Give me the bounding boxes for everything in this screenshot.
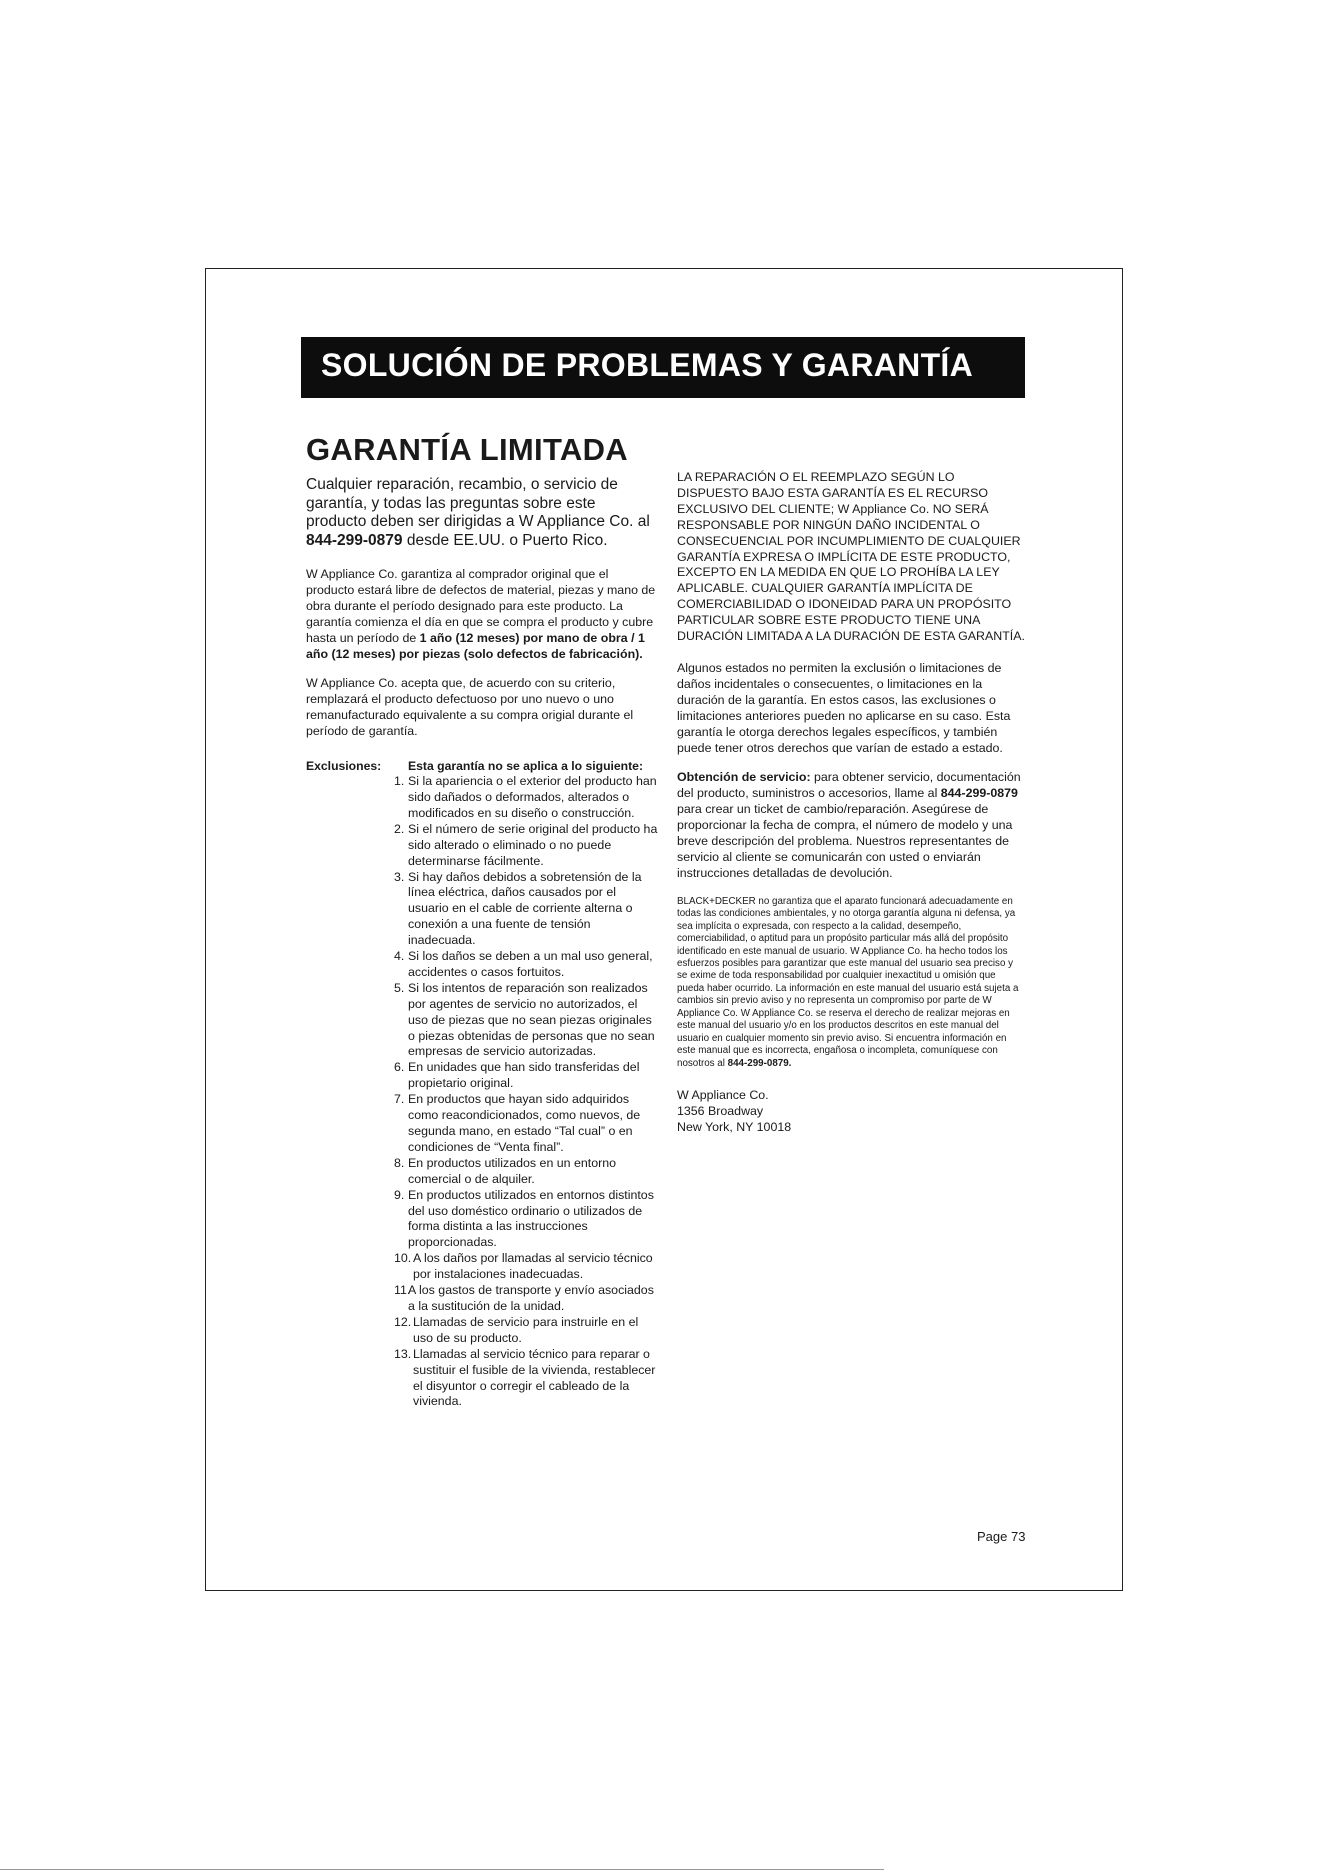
- exclusions-header: [306, 758, 658, 774]
- item-text: En productos que hayan sido adquiridos como reacondicionados, como nuevos, de segunda mano, en estado “Tal cual” o en condiciones de “Venta final”.: [408, 1092, 641, 1154]
- page-number: Page 73: [977, 1529, 1026, 1544]
- item-number: 3.: [394, 869, 405, 884]
- item-number: 11.: [394, 1283, 411, 1298]
- list-item: [394, 1188, 658, 1252]
- item-text: En productos utilizados en un entorno comercial o de alquiler.: [408, 1155, 617, 1186]
- intro-paragraph: [306, 476, 658, 550]
- item-number: 2.: [394, 821, 405, 836]
- item-number: 13.: [394, 1346, 412, 1361]
- address-line: New York, NY 10018: [677, 1119, 792, 1134]
- item-text: Si el número de serie original del producto ha sido alterado o eliminado o no puede determinarse fácilmente.: [408, 821, 658, 868]
- item-text: En unidades que han sido transferidas del propietario original.: [408, 1060, 640, 1091]
- item-number: 7.: [394, 1092, 405, 1107]
- item-text: Si los daños se deben a un mal uso general, accidentes o casos fortuitos.: [408, 949, 653, 979]
- item-number: 8.: [394, 1155, 405, 1170]
- list-item: [394, 1156, 658, 1188]
- list-item: [394, 1283, 658, 1315]
- item-number: 4.: [394, 949, 405, 964]
- list-item: [394, 1251, 658, 1283]
- item-text: Si hay daños debidos a sobretensión de la línea eléctrica, daños causados por el usuario en el cable de corriente alterna o conexión a una fuente de tensión inadecuada.: [408, 869, 642, 948]
- list-item: [394, 1315, 658, 1347]
- intro-phone: 844-299-0879: [306, 531, 403, 549]
- list-item: [394, 1347, 658, 1411]
- item-text: Si la apariencia o el exterior del producto han sido dañados o deformados, alterados o modificados en su diseño o construcción.: [408, 774, 657, 820]
- service-label: Obtención de servicio:: [677, 770, 811, 785]
- bottom-divider: [0, 1869, 884, 1870]
- service-paragraph: [677, 770, 1025, 881]
- item-number: 6.: [394, 1060, 405, 1075]
- exclusions-list: [306, 774, 658, 1410]
- remedy-disclaimer: LA REPARACIÓN O EL REEMPLAZO SEGÚN LO DISPUESTO BAJO ESTA GARANTÍA ES EL RECURSO EXCLUSIVO DEL CLIENTE; W Appliance Co. NO SERÁ RESPONSABLE POR NINGÚN DAÑO INCIDENTAL O CONSECUENCIAL POR INCUMPLIMIENTO DE CUALQUIER GARANTÍA EXPRESA O IMPLÍCITA DE ESTE PRODUCTO, EXCEPTO EN LA MEDIDA EN QUE LO PROHÍBA LA LEY APLICABLE. CUALQUIER GARANTÍA IMPLÍCITA DE COMERCIABILIDAD O IDONEIDAD PARA UN PROPÓSITO PARTICULAR SOBRE ESTE PRODUCTO TIENE UNA DURACIÓN LIMITADA A LA DURACIÓN DE ESTA GARANTÍA.: [677, 470, 1025, 644]
- address-line: W Appliance Co.: [677, 1088, 769, 1103]
- coverage-term: 1 año (12 meses) por mano de obra / 1 año (12 meses) por piezas (solo defectos de fabricación).: [306, 630, 645, 661]
- fine-print: [677, 896, 1025, 1070]
- item-number: 10.: [394, 1251, 412, 1266]
- fine-print-text: BLACK+DECKER no garantiza que el aparato funcionará adecuadamente en todas las condiciones ambientales, y no otorga garantía alguna ni defensa, ya sea implícita o expresada, con respecto a la calidad, desempeño, comerciabilidad, o aptitud para un propósito particular más allá del propósito identificado en este manual de usuario. W Appliance Co. ha hecho todos los esfuerzos posibles para garantizar que este manual del usuario sea preciso y se exime de toda responsabilidad por cualquier inexactitud u omisión que pueda haber ocurrido. La información en este manual del usuario está sujeta a cambios sin previo aviso y no representa un compromiso por parte de W Appliance Co. W Appliance Co. se reserva el derecho de realizar mejoras en este manual del usuario y/o en los productos descritos en este manual del usuario en cualquier momento sin previo aviso. Si encuentra información en este manual que es incorrecta, engañosa o incompleta, comuníquese con nosotros al: [677, 895, 1019, 1069]
- exclusions-label: Exclusiones:: [306, 759, 382, 774]
- item-number: 12.: [394, 1314, 412, 1329]
- list-item: [394, 1092, 658, 1156]
- item-text: Llamadas al servicio técnico para reparar o sustituir el fusible de la vivienda, restablecer el disyuntor o corregir el cableado de la vivienda.: [413, 1346, 656, 1409]
- coverage-paragraph: [306, 567, 658, 662]
- item-text: Llamadas de servicio para instruirle en el uso de su producto.: [413, 1314, 639, 1345]
- list-item: [394, 822, 658, 870]
- intro-text-end: desde EE.UU. o Puerto Rico.: [402, 531, 608, 549]
- warranty-heading: GARANTÍA LIMITADA: [306, 432, 628, 467]
- coverage-text: W Appliance Co. garantiza al comprador original que el producto estará libre de defectos de material, piezas y mano de obra durante el período designado para este producto. La garantía comienza el día en que se compra el producto y cubre hasta un período de: [306, 567, 656, 645]
- company-address: [677, 1088, 1025, 1136]
- right-column: [677, 470, 1025, 1136]
- replacement-paragraph: W Appliance Co. acepta que, de acuerdo con su criterio, remplazará el producto defectuoso por uno nuevo o uno remanufacturado equivalente a su compra origial durante el período de garantía.: [306, 676, 634, 739]
- address-line: 1356 Broadway: [677, 1104, 764, 1118]
- item-text: A los daños por llamadas al servicio técnico por instalaciones inadecuadas.: [413, 1251, 653, 1282]
- list-item: [394, 870, 658, 950]
- service-text: para obtener servicio, documentación del producto, suministros o accesorios, llame al: [677, 770, 1021, 801]
- list-item: [394, 949, 658, 981]
- service-phone: 844-299-0879: [940, 786, 1018, 801]
- list-item: [394, 774, 658, 822]
- list-item: [394, 1060, 658, 1092]
- banner-title: SOLUCIÓN DE PROBLEMAS Y GARANTÍA: [321, 347, 974, 383]
- item-text: En productos utilizados en entornos distintos del uso doméstico ordinario o utilizados de forma distinta a las instrucciones proporcionadas.: [408, 1187, 654, 1250]
- service-text-end: para crear un ticket de cambio/reparación. Asegúrese de proporcionar la fecha de compra, el número de modelo y una breve descripción del problema. Nuestros representantes de servicio al cliente se comunicarán con usted o enviarán instrucciones detalladas de devolución.: [677, 802, 1013, 880]
- item-number: 9.: [394, 1187, 405, 1202]
- left-column: [306, 432, 658, 1410]
- state-rights-paragraph: Algunos estados no permiten la exclusión o limitaciones de daños incidentales o consecuentes, o limitaciones en la duración de la garantía. En estos casos, las exclusiones o limitaciones anteriores pueden no aplicarse en su caso. Esta garantía le otorga derechos legales específicos, y también puede tener otros derechos que varían de estado a estado.: [677, 660, 1011, 755]
- item-number: 1.: [394, 774, 405, 789]
- list-item: [394, 981, 658, 1061]
- exclusions-heading: Esta garantía no se aplica a lo siguiente:: [408, 759, 644, 774]
- item-number: 5.: [394, 980, 405, 995]
- item-text: Si los intentos de reparación son realizados por agentes de servicio no autorizados, el uso de piezas que no sean piezas originales o piezas obtenidas de personas que no sean empresas de servicio autorizadas.: [408, 980, 655, 1059]
- item-text: A los gastos de transporte y envío asociados a la sustitución de la unidad.: [408, 1283, 654, 1313]
- fine-print-phone: 844-299-0879.: [727, 1057, 792, 1069]
- intro-text: Cualquier reparación, recambio, o servicio de garantía, y todas las preguntas sobre este producto deben ser dirigidas a W Appliance Co. al: [306, 476, 650, 530]
- section-banner: [301, 337, 1025, 398]
